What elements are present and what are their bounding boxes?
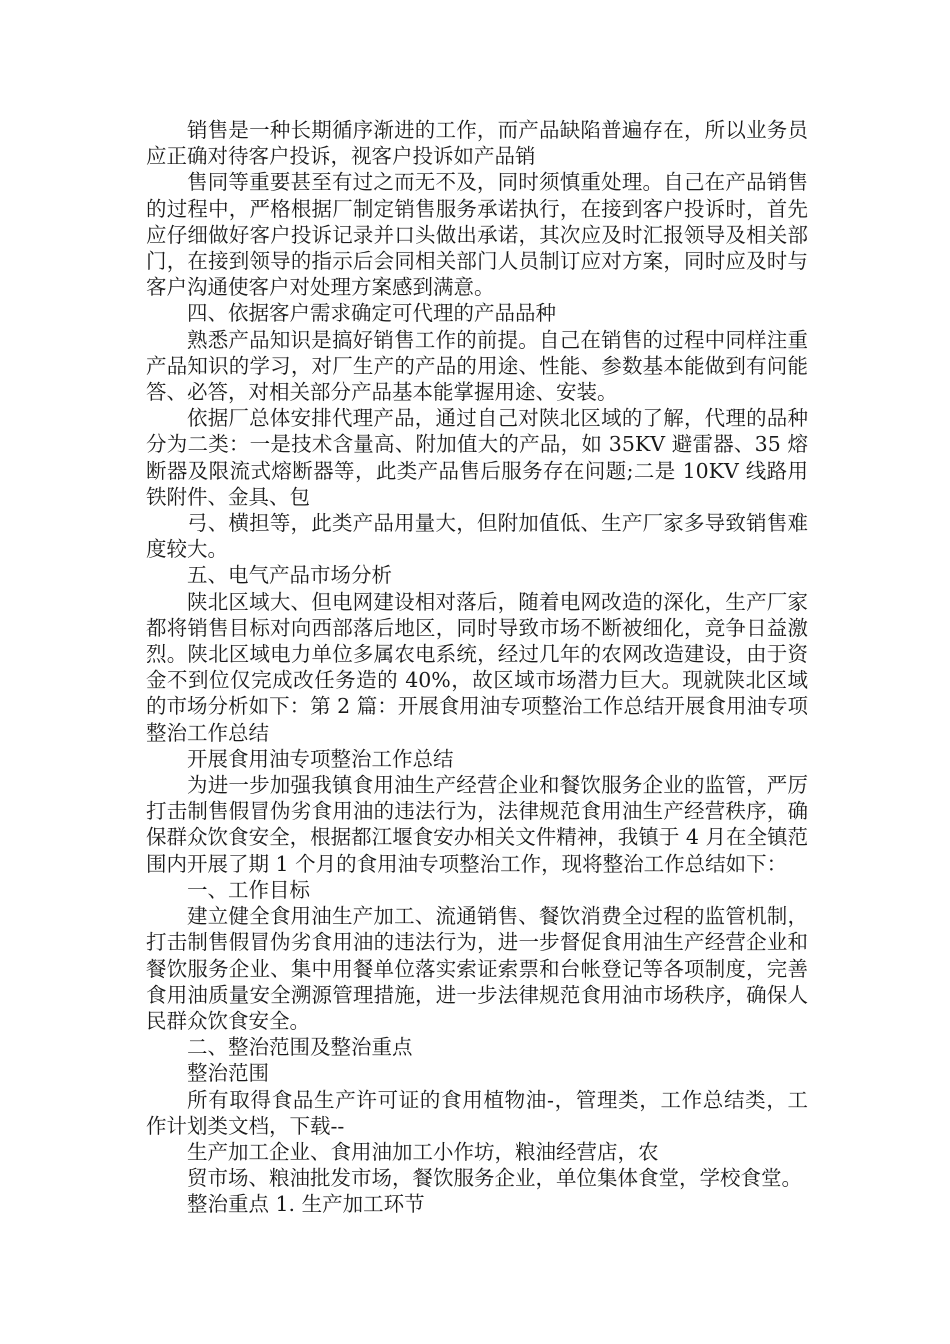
- document-title: 开展食用油专项整治工作总结: [187, 746, 454, 771]
- paragraph: 销售是一种长期循序渐进的工作，而产品缺陷普遍存在，所以业务员应正确对待客户投诉，视客户投诉如产品销: [146, 118, 808, 169]
- subsection-heading: 整治范围: [187, 1061, 269, 1086]
- paragraph: 熟悉产品知识是搞好销售工作的前提。自己在销售的过程中同样注重产品知识的学习，对厂生产的产品的用途、性能、参数基本能做到有问能答、必答，对相关部分产品基本能掌握用途、安装。: [146, 327, 808, 405]
- paragraph: 为进一步加强我镇食用油生产经营企业和餐饮服务企业的监管，严厉打击制售假冒伪劣食用油的违法行为，法律规范食用油生产经营秩序，确保群众饮食安全，根据都江堰食安办相关文件精神，我镇于 4 月在全镇范围内开展了期 1 个月的食用油专项整治工作，现将整治工作总结如下：: [146, 773, 808, 876]
- section-heading: 一、工作目标: [187, 877, 310, 902]
- paragraph: 弓、横担等，此类产品用量大，但附加值低、生产厂家多导致销售难度较大。: [146, 511, 808, 562]
- section-heading: 二、整治范围及整治重点: [187, 1035, 413, 1060]
- paragraph: 贸市场、粮油批发市场，餐饮服务企业，单位集体食堂，学校食堂。: [187, 1166, 802, 1191]
- section-heading: 四、依据客户需求确定可代理的产品品种: [187, 301, 556, 326]
- paragraph: 陕北区域大、但电网建设相对落后，随着电网改造的深化，生产厂家都将销售目标对向西部落后地区，同时导致市场不断被细化，竞争日益激烈。陕北区域电力单位多属农电系统，经过几年的农网改造建设，由于资金不到位仅完成改任务造的 40%，故区域市场潜力巨大。现就陕北区域的市场分析如下：第 2 篇：开展食用油专项整治工作总结开展食用油专项整治工作总结: [146, 589, 808, 745]
- paragraph: 所有取得食品生产许可证的食用植物油-，管理类，工作总结类，工作计划类文档，下载--: [146, 1087, 808, 1138]
- paragraph: 售同等重要甚至有过之而无不及，同时须慎重处理。自己在产品销售的过程中，严格根据厂制定销售服务承诺执行，在接到客户投诉时，首先应仔细做好客户投诉记录并口头做出承诺，其次应及时汇报领导及相关部门，在接到领导的指示后会同相关部门人员制订应对方案，同时应及时与客户沟通使客户对处理方案感到满意。: [146, 170, 808, 300]
- section-heading: 五、电气产品市场分析: [187, 563, 392, 588]
- paragraph: 依据厂总体安排代理产品，通过自己对陕北区域的了解，代理的品种分为二类：一是技术含量高、附加值大的产品，如 35KV 避雷器、35 熔断器及限流式熔断器等，此类产品售后服务存在问题;二是 10KV 线路用铁附件、金具、包: [146, 406, 808, 509]
- paragraph: 建立健全食用油生产加工、流通销售、餐饮消费全过程的监管机制，打击制售假冒伪劣食用油的违法行为，进一步督促食用油生产经营企业和餐饮服务企业、集中用餐单位落实索证索票和台帐登记等各项制度，完善食用油质量安全溯源管理措施，进一步法律规范食用油市场秩序，确保人民群众饮食安全。: [146, 904, 808, 1033]
- document-body: [146, 117, 808, 1218]
- subsection-heading: 整治重点 1. 生产加工环节: [187, 1192, 425, 1217]
- paragraph: 生产加工企业、食用油加工小作坊，粮油经营店，农: [187, 1139, 659, 1164]
